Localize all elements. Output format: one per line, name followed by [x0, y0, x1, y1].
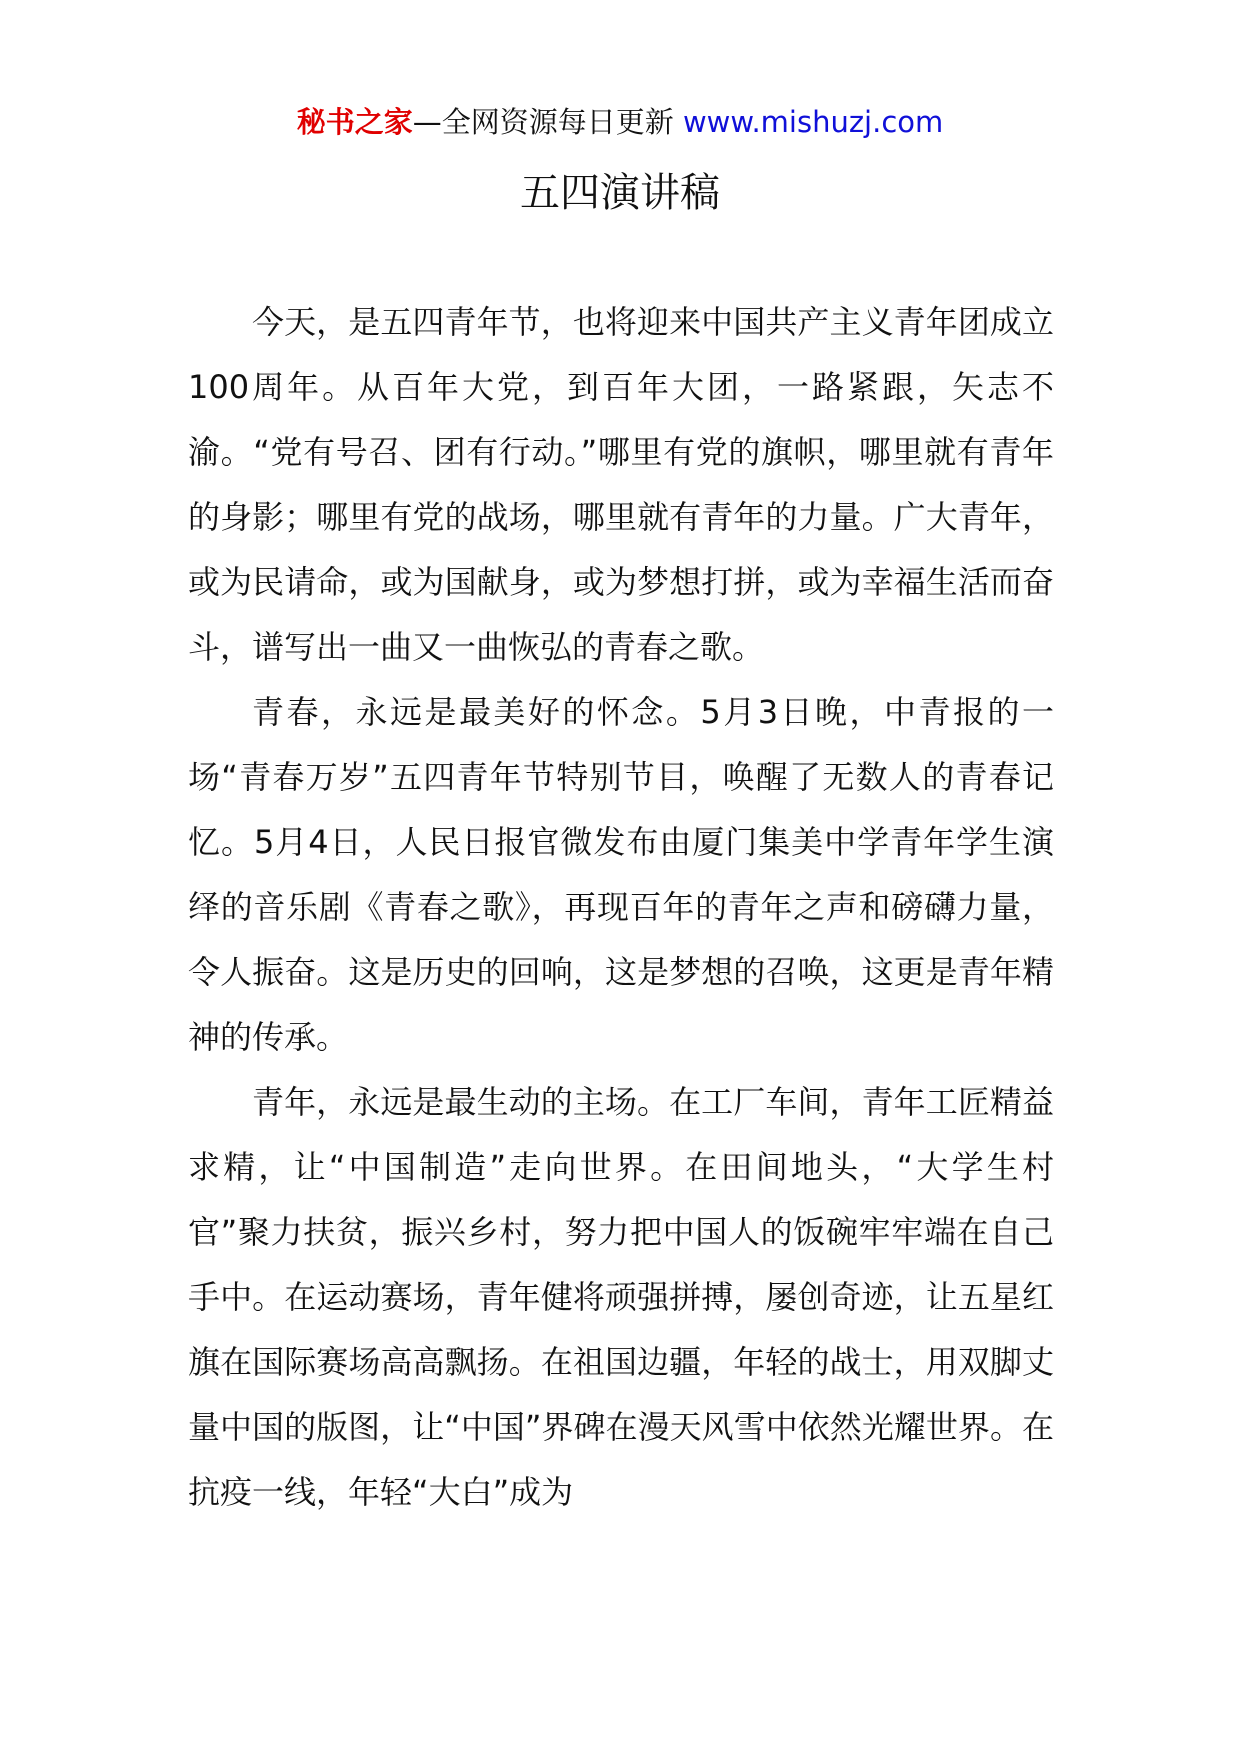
site-header	[0, 102, 1240, 142]
document-title: 五四演讲稿	[520, 170, 720, 216]
paragraph-2: 青春，永远是最美好的怀念。5月3日晚，中青报的一场“青春万岁”五四青年节特别节目，唤醒了无数人的青春记忆。5月4日，人民日报官微发布由厦门集美中学青年学生演绎的音乐剧《青春之歌》，再现百年的青年之声和磅礴力量，令人振奋。这是历史的回响，这是梦想的召唤，这更是青年精神的传承。	[188, 693, 1054, 1056]
document-body	[188, 290, 1054, 1525]
paragraph-3: 青年，永远是最生动的主场。在工厂车间，青年工匠精益求精，让“中国制造”走向世界。在田间地头，“大学生村官”聚力扶贫，振兴乡村，努力把中国人的饭碗牢牢端在自己手中。在运动赛场，青年健将顽强拼搏，屡创奇迹，让五星红旗在国际赛场高高飘扬。在祖国边疆，年轻的战士，用双脚丈量中国的版图，让“中国”界碑在漫天风雪中依然光耀世界。在抗疫一线，年轻“大白”成为	[188, 1083, 1054, 1511]
paragraph-1: 今天，是五四青年节，也将迎来中国共产主义青年团成立100周年。从百年大党，到百年大团，一路紧跟，矢志不渝。“党有号召、团有行动。”哪里有党的旗帜，哪里就有青年的身影；哪里有党的战场，哪里就有青年的力量。广大青年，或为民请命，或为国献身，或为梦想打拼，或为幸福生活而奋斗，谱写出一曲又一曲恢弘的青春之歌。	[188, 303, 1054, 666]
header-separator: —	[412, 105, 442, 139]
site-brand: 秘书之家	[296, 105, 413, 139]
header-slogan: 全网资源每日更新	[441, 105, 674, 139]
site-url-link[interactable]: www.mishuzj.com	[682, 105, 944, 139]
